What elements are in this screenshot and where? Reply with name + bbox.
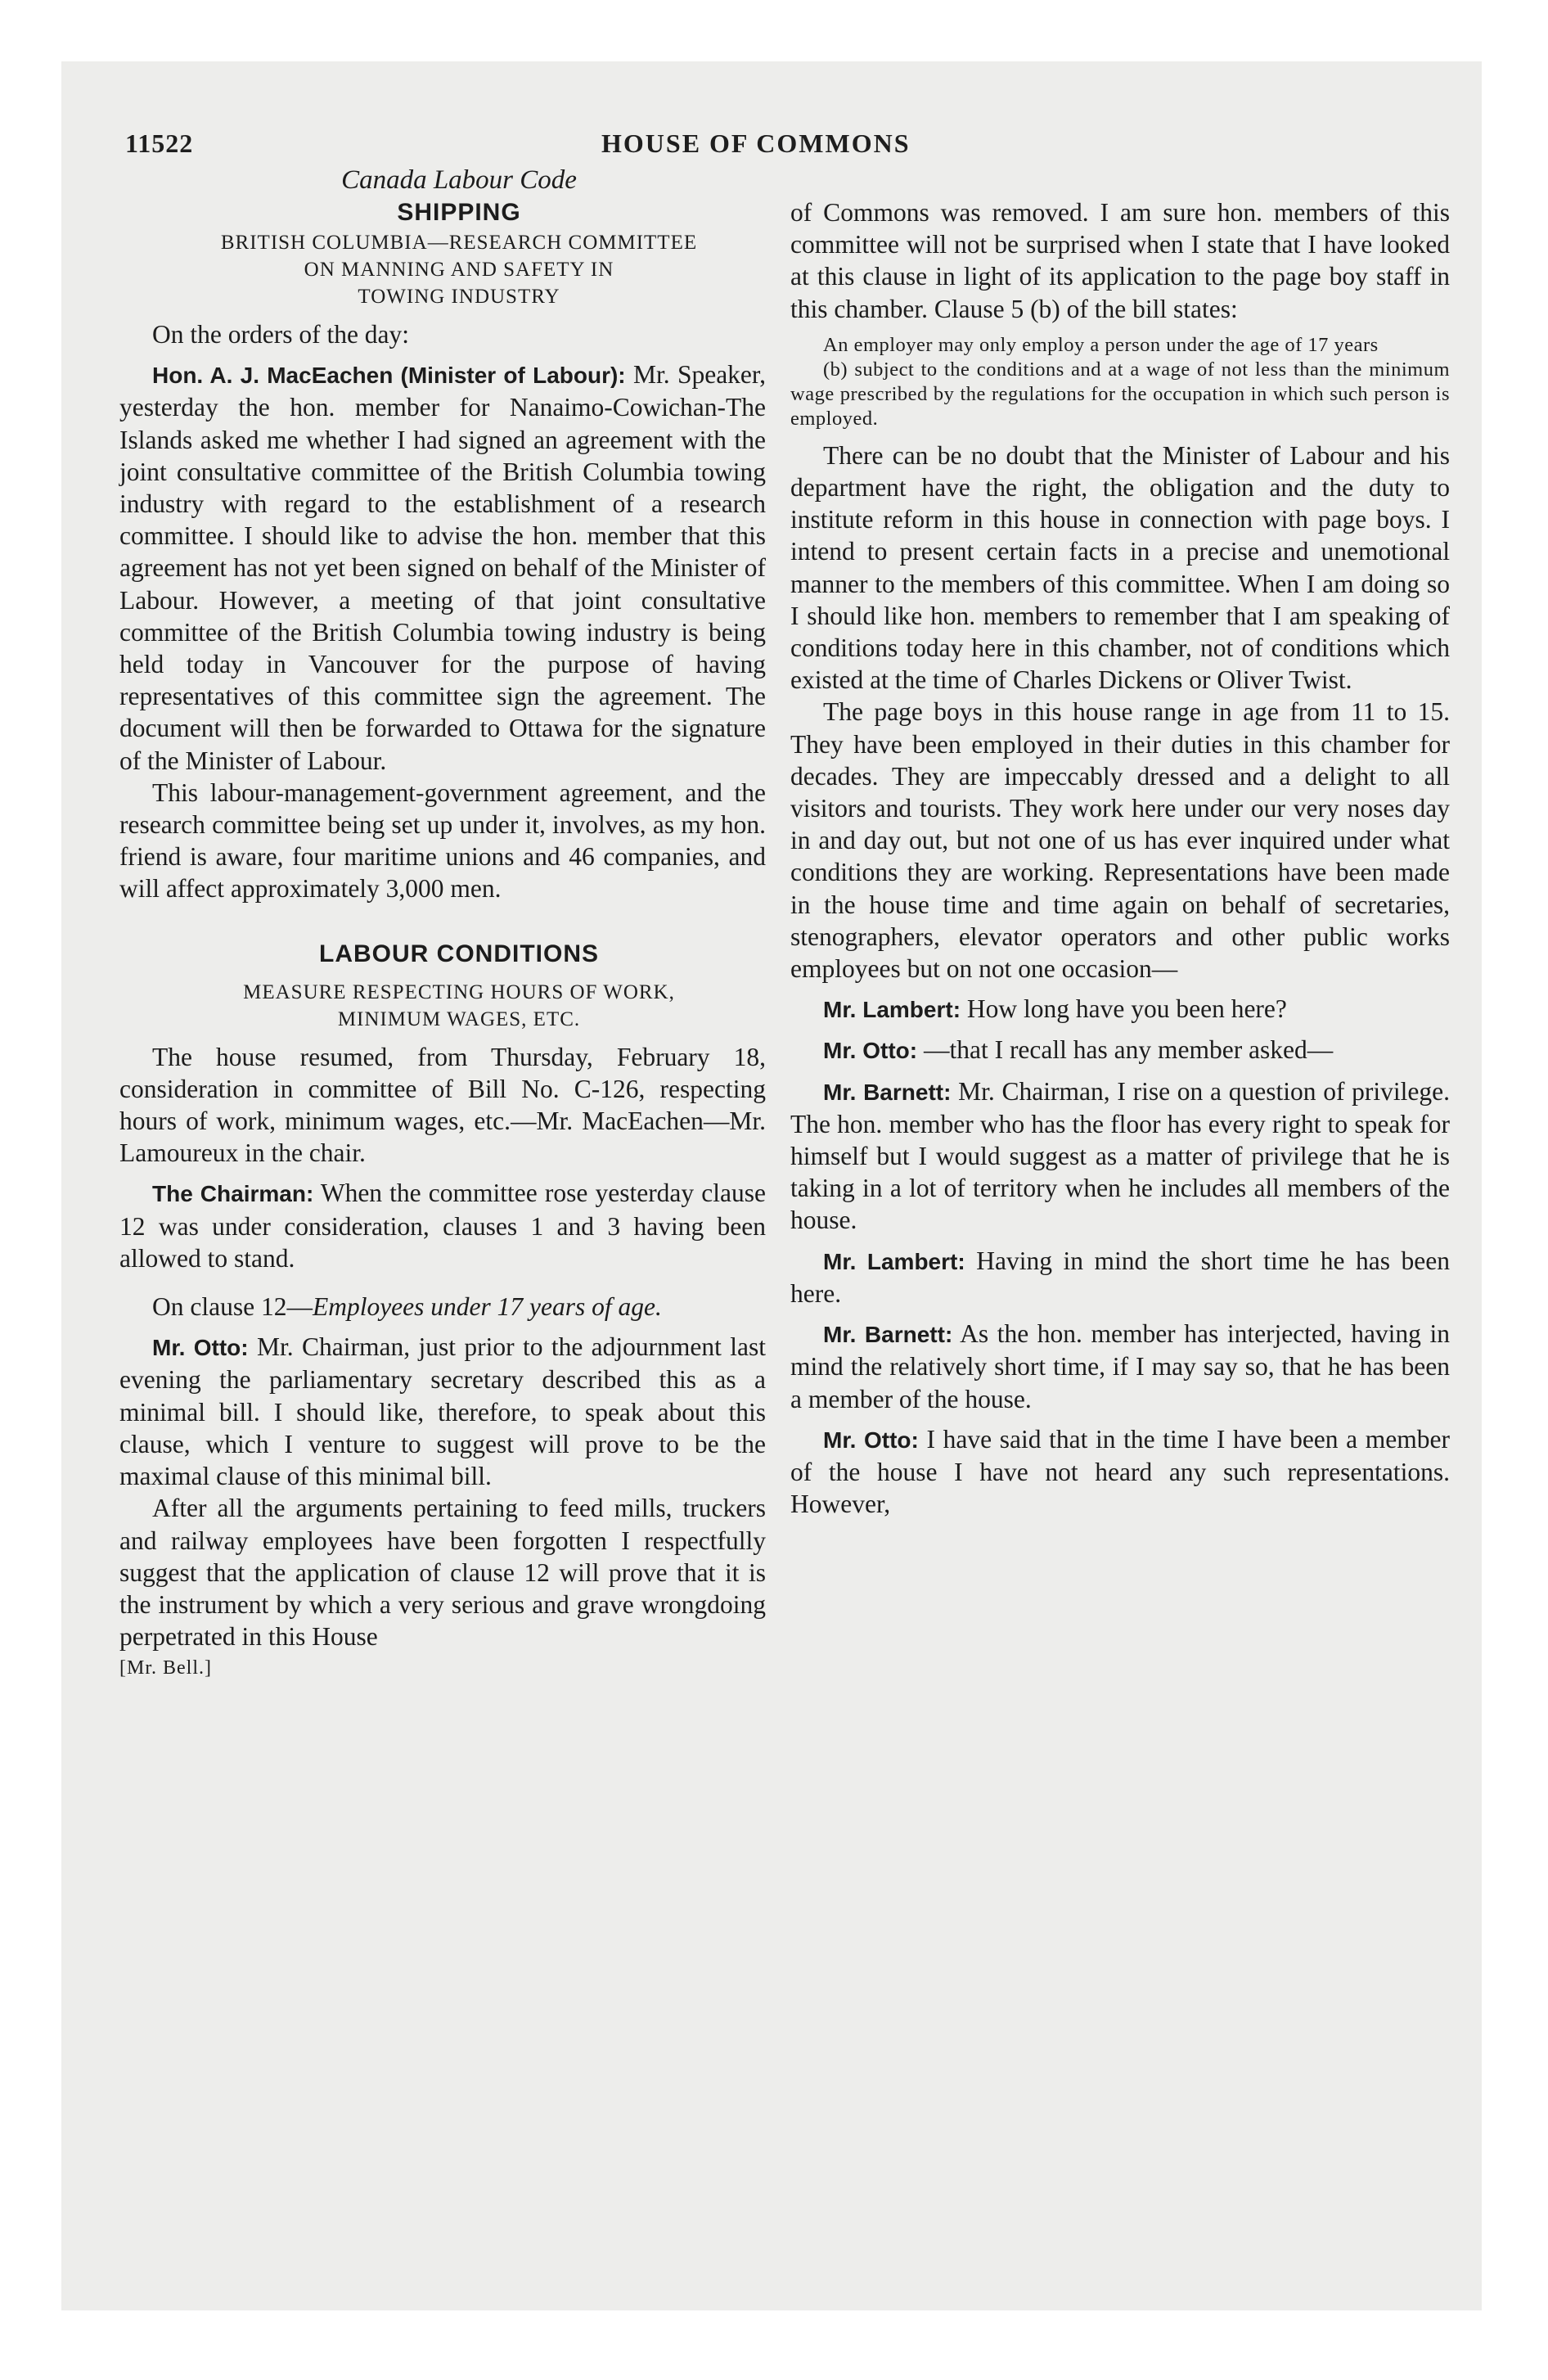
motion-prefix: On clause 12— [152, 1292, 313, 1322]
speech-paragraph: There can be no doubt that the Minister of Labour and his department have the right, the obligation and the duty to institute reform in this house in connection with page boys. I intend to present certain facts in a precise and unemotional manner to the members of this committee. When I am doing so I should like hon. members to remember that I am speaking of conditions today here in this chamber, not of conditions which existed at the time of Charles Dickens or Oliver Twist. [790, 440, 1450, 695]
speech-paragraph [119, 358, 766, 777]
speech-text: Mr. Speaker, yesterday the hon. member for Nanaimo-Cowichan-The Islands asked me whether I had signed an agreement with the joint consultative committee of the British Columbia towing industry with regard to the establishment of a research committee. I should like to advise the hon. member that this agreement has not yet been signed on behalf of the Minister of Labour. However, a meeting of that joint consultative committee of the British Columbia towing industry is being held today in Vancouver for the purpose of having representatives of this committee sign the agreement. The document will then be forwarded to Ottawa for the signature of the Minister of Labour. [119, 360, 767, 775]
motion-line [119, 1291, 766, 1323]
speaker-name: Mr. Otto: [823, 1038, 918, 1064]
speech-paragraph [790, 1034, 1450, 1066]
page-header [125, 128, 1451, 161]
quoted-clause: An employer may only employ a person under the age of 17 years [823, 333, 1379, 356]
speech-text: How long have you been here? [966, 994, 1287, 1024]
section-subheading: MINIMUM WAGES, ETC. [337, 1007, 581, 1030]
speaker-name: Mr. Otto: [823, 1427, 919, 1453]
section-subheading: ON MANNING AND SAFETY IN [304, 259, 614, 281]
speech-text: Mr. Chairman, just prior to the adjournment last evening the parliamentary secretary described this as a minimal bill. I should like, therefore, to speak about this clause, which I venture to suggest will prove to be the maximal clause of this minimal bill. [119, 1332, 766, 1491]
page-number: 11522 [125, 128, 194, 158]
section-subheading: MEASURE RESPECTING HOURS OF WORK, [243, 980, 675, 1003]
section-heading-shipping: SHIPPING [397, 199, 521, 226]
orders-of-day: On the orders of the day: [152, 320, 410, 349]
speaker-name: Hon. A. J. MacEachen (Minister of Labour): [152, 363, 626, 389]
motion-title: Employees under 17 years of age. [312, 1292, 662, 1322]
speech-text: As the hon. member has interjected, having in mind the relatively short time, if I may say so, that he has been a member of the house. [790, 1319, 1451, 1413]
quoted-clause: (b) subject to the conditions and at a wage of not less than the minimum wage prescribed by the regulations for the occupation in which such person is employed. [790, 358, 1450, 430]
topic-title: Canada Labour Code [341, 165, 577, 195]
section-heading-labour-conditions: LABOUR CONDITIONS [319, 940, 599, 967]
footer-speaker-mark: [Mr. Bell.] [119, 1657, 212, 1679]
speech-paragraph: After all the arguments pertaining to feed mills, truckers and railway employees have been forgotten I respectfully suggest that the application of clause 12 will prove that it is the instrument by which a very serious and grave wrongdoing perpetrated in this House [119, 1494, 766, 1652]
speech-paragraph [790, 993, 1450, 1025]
right-column [790, 196, 1450, 1520]
speech-paragraph [119, 1177, 766, 1274]
left-column [119, 164, 766, 1685]
speech-text: —that I recall has any member asked— [923, 1035, 1334, 1065]
proceedings-paragraph: The house resumed, from Thursday, February 18, consideration in committee of Bill No. C-126, respecting hours of work, minimum wages, etc.—Mr. MacEachen—Mr. Lamoureux in the chair. [119, 1042, 766, 1168]
speaker-name: Mr. Barnett: [823, 1322, 953, 1348]
speaker-name: The Chairman: [152, 1181, 314, 1207]
speech-text: When the committee rose yesterday clause 12 was under consideration, clauses 1 and 3 having been allowed to stand. [119, 1179, 766, 1273]
speech-paragraph [790, 1318, 1450, 1415]
speech-paragraph [790, 1245, 1450, 1309]
speech-continuation: of Commons was removed. I am sure hon. members of this committee will not be surprised when I state that I have looked at this clause in light of its application to the page boy staff in this chamber. Clause 5 (b) of the bill states: [790, 198, 1450, 323]
speech-text: Mr. Chairman, I rise on a question of privilege. The hon. member who has the floor has every right to speak for himself but I would suggest as a matter of privilege that he is taking in a lot of territory when he includes all members of the house. [790, 1076, 1451, 1235]
speech-paragraph [790, 1423, 1450, 1521]
section-subheading: BRITISH COLUMBIA—RESEARCH COMMITTEE [220, 232, 698, 254]
speech-paragraph [119, 1331, 766, 1492]
running-head: HOUSE OF COMMONS [601, 128, 911, 158]
speaker-name: Mr. Barnett: [823, 1079, 952, 1105]
speech-text: I have said that in the time I have been a member of the house I have not heard any such representations. However, [790, 1424, 1450, 1519]
speaker-name: Mr. Lambert: [823, 1248, 965, 1274]
speech-text: Having in mind the short time he has been here. [790, 1246, 1451, 1308]
speaker-name: Mr. Otto: [152, 1335, 249, 1361]
section-subheading: TOWING INDUSTRY [358, 286, 560, 308]
speech-paragraph: This labour-management-government agreement, and the research committee being set up under it, involves, as my hon. friend is aware, four maritime unions and 46 companies, and will affect approximately 3,000 men. [119, 778, 766, 904]
speech-paragraph: The page boys in this house range in age from 11 to 15. They have been employed in their duties in this chamber for decades. They are impeccably dressed and a delight to all visitors and tourists. They work here under our very noses day in and day out, but not one of us has ever inquired under what conditions they are working. Representations have been made in the house time and time again on behalf of secretaries, stenographers, elevator operators and other public works employees but on not one occasion— [790, 697, 1450, 984]
speech-paragraph [790, 1075, 1450, 1237]
speaker-name: Mr. Lambert: [823, 997, 961, 1023]
